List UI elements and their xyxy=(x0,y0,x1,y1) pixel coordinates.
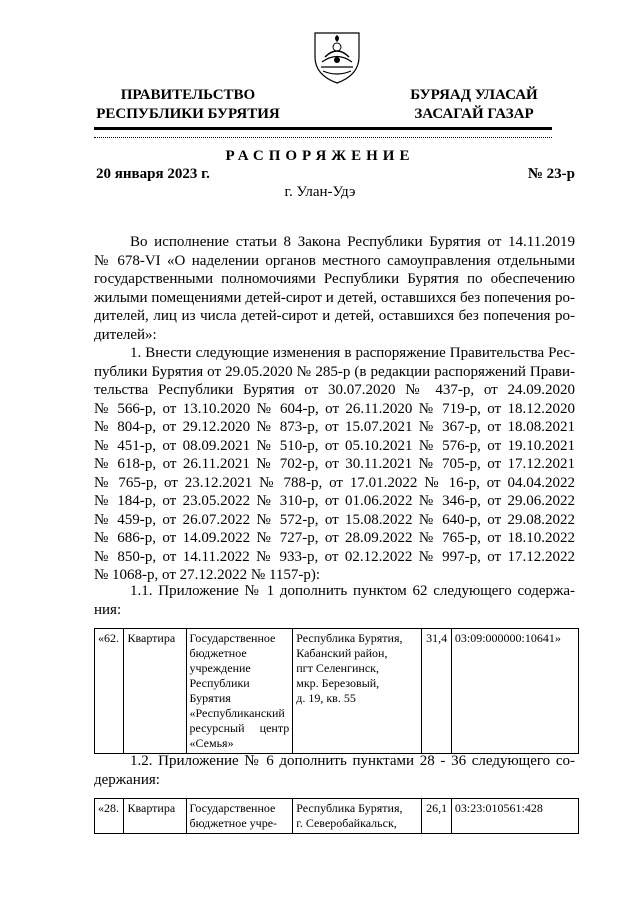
item-1-1-line: ния: xyxy=(94,601,122,618)
item-1-line: № 618-р, от 26.11.2021 № 702-р, от 30.11.2021 № 705-р, от 17.12.2021 xyxy=(94,456,575,472)
item-1-2-line: держания: xyxy=(94,771,160,788)
item-1-line: 1. Внести следующие изменения в распоряжение Правительства Рес- xyxy=(130,345,575,361)
owner-cell: Государственное бюджетное учреждение Республики Бурятия «Республиканский ресурсный центр «Семья» xyxy=(186,629,293,754)
address-cell xyxy=(293,799,422,834)
item-1-2-line: 1.2. Приложение № 6 дополнить пунктами 28 - 36 следующего со- xyxy=(130,753,575,769)
address-line: пгт Селенгинск, xyxy=(296,661,379,675)
government-name-line-1: ПРАВИТЕЛЬСТВО xyxy=(120,87,256,103)
item-1-line: № 686-р, от 14.09.2022 № 727-р, от 28.09.2022 № 765-р, от 18.10.2022 xyxy=(94,530,575,546)
item-1-paragraph xyxy=(94,344,575,585)
document-date: 20 января 2023 г. xyxy=(96,166,210,182)
item-1-line: № 804-р, от 29.12.2020 № 873-р, от 15.07.2021 № 367-р, от 18.08.2021 xyxy=(94,419,575,435)
row-number-cell: «28. xyxy=(95,799,124,834)
row-number-cell: «62. xyxy=(95,629,124,754)
document-city: г. Улан-Удэ xyxy=(284,184,356,200)
item-1-line: № 459-р, от 26.07.2022 № 572-р, от 15.08.2022 № 640-р, от 29.08.2022 xyxy=(94,511,575,528)
intro-line: дителей»: xyxy=(94,326,157,343)
government-name-line-2: РЕСПУБЛИКИ БУРЯТИЯ xyxy=(96,106,280,122)
republic-coat-of-arms-emblem xyxy=(311,27,363,85)
item-1-line: тельства Республики Бурятия от 30.07.2020 № 437-р, от 24.09.2020 xyxy=(94,382,575,398)
intro-line: Во исполнение статьи 8 Закона Республики Бурятия от 14.11.2019 xyxy=(130,234,575,250)
intro-line: № 678-VI «О наделении органов местного самоуправления отдельными xyxy=(94,252,575,269)
item-1-line: № 850-р, от 14.11.2022 № 933-р, от 02.12.2022 № 997-р, от 17.12.2022 xyxy=(94,548,575,565)
header-thick-rule xyxy=(94,127,552,130)
address-line: Кабанский район, xyxy=(296,646,388,660)
address-line: г. Северобайкальск, xyxy=(296,816,397,830)
intro-paragraph xyxy=(94,233,575,344)
intro-line: дителей, лиц из числа детей-сирот и детей, оставшихся без попечения ро- xyxy=(94,308,575,324)
document-title: РАСПОРЯЖЕНИЕ xyxy=(225,148,415,164)
appendix-6-table xyxy=(94,798,579,834)
intro-line: государственными полномочиями Республики Бурятия по обеспечению xyxy=(94,271,575,287)
document-number: № 23-р xyxy=(527,166,575,182)
owner-cell: Государственное бюджетное учре- xyxy=(186,799,293,834)
header-dotted-rule xyxy=(94,137,552,138)
area-cell: 26,1 xyxy=(422,799,451,834)
area-cell: 31,4 xyxy=(422,629,451,754)
property-type-cell: Квартира xyxy=(124,629,186,754)
address-line: Республика Бурятия, xyxy=(296,631,403,645)
table-row xyxy=(95,799,579,834)
item-1-line: № 566-р, от 13.10.2020 № 604-р, от 26.11.2020 № 719-р, от 18.12.2020 xyxy=(94,400,575,417)
item-1-line: публики Бурятия от 29.05.2020 № 285-р (в редакции распоряжений Прави- xyxy=(94,363,575,380)
government-name-buryat xyxy=(374,86,574,124)
government-name-russian xyxy=(88,86,288,124)
item-1-2-paragraph xyxy=(94,752,575,789)
item-1-line: № 765-р, от 23.12.2021 № 788-р, от 17.01.2022 № 16-р, от 04.04.2022 xyxy=(94,474,575,491)
government-name-buryat-line-1: БУРЯАД УЛАСАЙ xyxy=(410,87,538,103)
item-1-1-paragraph xyxy=(94,582,575,619)
cadastre-number-cell: 03:09:000000:10641» xyxy=(451,629,578,754)
cadastre-number-cell: 03:23:010561:428 xyxy=(451,799,578,834)
appendix-1-table xyxy=(94,628,579,754)
property-type-cell: Квартира xyxy=(124,799,186,834)
address-cell xyxy=(293,629,422,754)
item-1-1-line: 1.1. Приложение № 1 дополнить пунктом 62 следующего содержа- xyxy=(130,583,575,599)
item-1-line: № 184-р, от 23.05.2022 № 310-р, от 01.06.2022 № 346-р, от 29.06.2022 xyxy=(94,493,575,509)
table-row xyxy=(95,629,579,754)
address-line: Республика Бурятия, xyxy=(296,801,403,815)
intro-line: жилыми помещениями детей-сирот и детей, оставшихся без попечения ро- xyxy=(94,289,575,306)
government-name-buryat-line-2: ЗАСАГАЙ ГАЗАР xyxy=(414,106,534,122)
item-1-line: № 451-р, от 08.09.2021 № 510-р, от 05.10.2021 № 576-р, от 19.10.2021 xyxy=(94,437,575,454)
item-1-line: № 1068-р, от 27.12.2022 № 1157-р): xyxy=(94,567,321,583)
address-line: мкр. Березовый, xyxy=(296,676,380,690)
address-line: д. 19, кв. 55 xyxy=(296,691,356,705)
